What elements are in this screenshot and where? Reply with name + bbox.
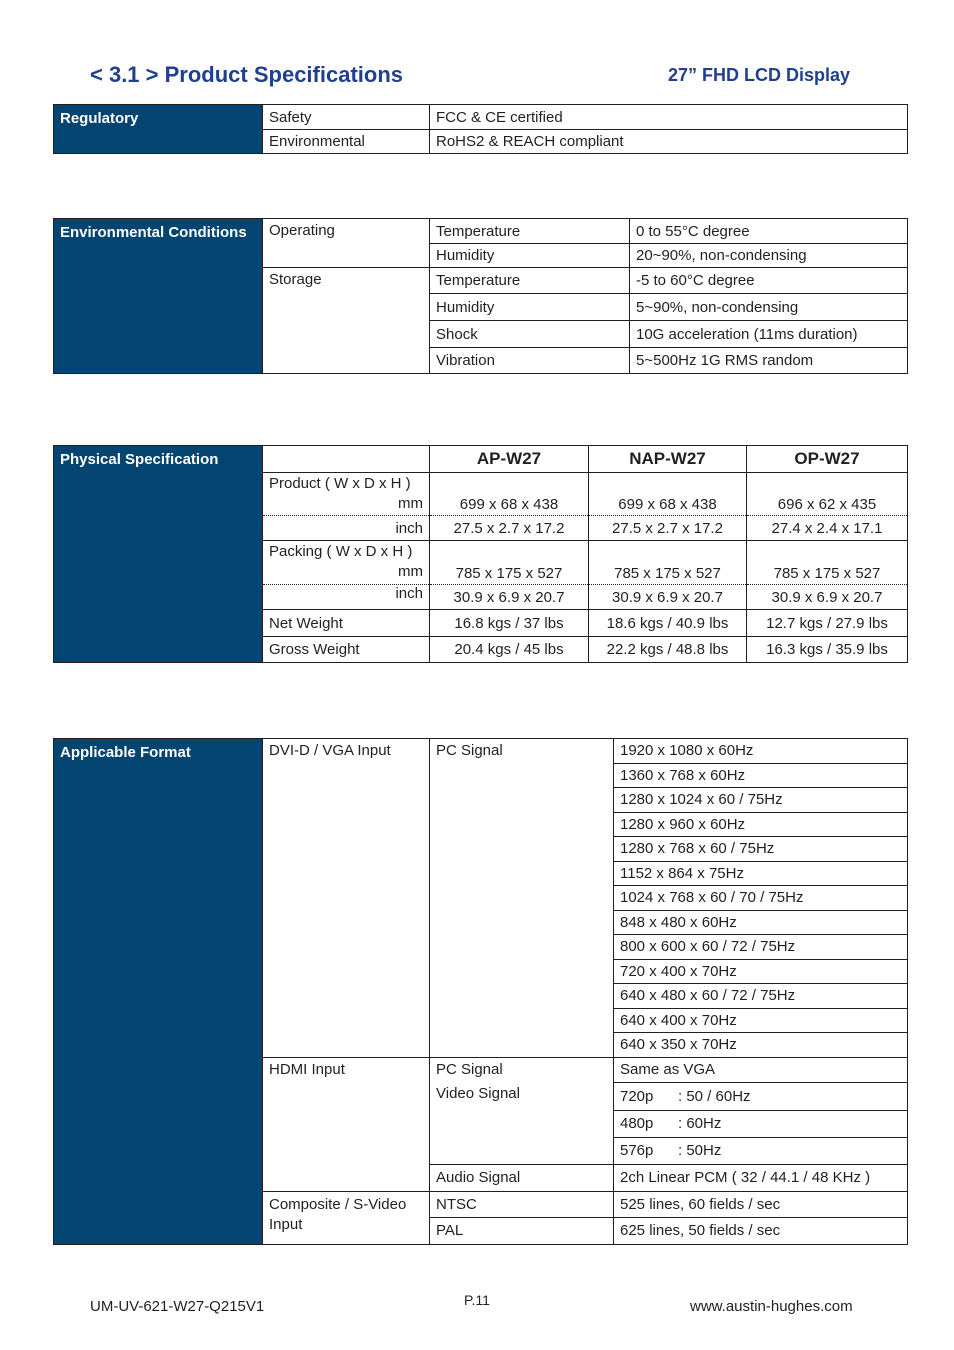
pc-mode: 1152 x 864 x 75Hz	[614, 861, 908, 886]
hdmi-input-label: HDMI Input	[263, 1057, 430, 1191]
pc-mode: 640 x 350 x 70Hz	[614, 1033, 908, 1058]
env-param: Temperature	[430, 268, 630, 294]
pal-label: PAL	[430, 1217, 614, 1244]
pc-mode: 848 x 480 x 60Hz	[614, 910, 908, 935]
product-mm-value: 699 x 68 x 438	[430, 473, 589, 516]
packing-inch-value: 30.9 x 6.9 x 20.7	[430, 585, 589, 610]
unit-mm: mm	[398, 495, 423, 512]
product-label: Product ( W x D x H )	[269, 475, 411, 492]
packing-mm-value: 785 x 175 x 527	[430, 541, 589, 585]
product-dim-label	[263, 473, 430, 516]
env-param: Vibration	[430, 348, 630, 374]
page-number: P.11	[464, 1292, 490, 1308]
env-value: 10G acceleration (11ms duration)	[630, 321, 908, 348]
regulatory-table	[53, 104, 908, 154]
composite-svideo-label: Composite / S-Video Input	[263, 1191, 430, 1244]
ntsc-value: 525 lines, 60 fields / sec	[614, 1191, 908, 1217]
pc-mode: 720 x 400 x 70Hz	[614, 959, 908, 984]
website-link[interactable]: www.austin-hughes.com	[690, 1298, 853, 1315]
pc-signal-label: PC Signal	[430, 739, 614, 1058]
gross-weight-value: 16.3 kgs / 35.9 lbs	[747, 637, 908, 663]
product-mm-value: 699 x 68 x 438	[589, 473, 747, 516]
pc-mode: 1280 x 960 x 60Hz	[614, 812, 908, 837]
regulatory-value: FCC & CE certified	[430, 105, 908, 130]
environmental-table	[53, 218, 908, 374]
unit-inch: inch	[263, 585, 430, 610]
video-res: 576p	[620, 1142, 654, 1159]
packing-inch-value: 30.9 x 6.9 x 20.7	[747, 585, 908, 610]
physical-table	[53, 445, 908, 663]
env-param: Humidity	[430, 294, 630, 321]
video-rate: : 50 / 60Hz	[678, 1087, 751, 1105]
env-value: 20~90%, non-condensing	[630, 244, 908, 268]
applicable-header: Applicable Format	[54, 739, 263, 1245]
video-mode	[614, 1082, 908, 1110]
pc-mode: 800 x 600 x 60 / 72 / 75Hz	[614, 935, 908, 960]
unit-mm: mm	[398, 563, 423, 580]
audio-signal-label: Audio Signal	[430, 1164, 614, 1191]
video-rate: : 60Hz	[678, 1115, 722, 1132]
product-inch-value: 27.4 x 2.4 x 17.1	[747, 516, 908, 541]
gross-weight-value: 22.2 kgs / 48.8 lbs	[589, 637, 747, 663]
applicable-format-table	[53, 738, 908, 1245]
hdmi-pc-signal-label: PC Signal	[430, 1057, 614, 1082]
product-inch-value: 27.5 x 2.7 x 17.2	[430, 516, 589, 541]
env-value: 0 to 55°C degree	[630, 219, 908, 244]
gross-weight-label: Gross Weight	[263, 637, 430, 663]
packing-inch-value: 30.9 x 6.9 x 20.7	[589, 585, 747, 610]
video-mode	[614, 1137, 908, 1164]
document-id: UM-UV-621-W27-Q215V1	[90, 1298, 265, 1315]
operating-label: Operating	[263, 219, 430, 268]
pc-mode: 1360 x 768 x 60Hz	[614, 763, 908, 788]
model-header: NAP-W27	[589, 446, 747, 473]
pal-value: 625 lines, 50 fields / sec	[614, 1217, 908, 1244]
product-subtitle: 27” FHD LCD Display	[668, 65, 851, 85]
dvi-vga-label: DVI-D / VGA Input	[263, 739, 430, 1058]
product-inch-value: 27.5 x 2.7 x 17.2	[589, 516, 747, 541]
storage-label: Storage	[263, 268, 430, 374]
env-value: 5~500Hz 1G RMS random	[630, 348, 908, 374]
net-weight-value: 18.6 kgs / 40.9 lbs	[589, 610, 747, 637]
model-header: OP-W27	[747, 446, 908, 473]
net-weight-value: 16.8 kgs / 37 lbs	[430, 610, 589, 637]
env-value: -5 to 60°C degree	[630, 268, 908, 294]
environmental-header: Environmental Conditions	[54, 219, 263, 374]
video-signal-label: Video Signal	[430, 1082, 614, 1164]
unit-inch: inch	[263, 516, 430, 541]
hdmi-pc-value: Same as VGA	[614, 1057, 908, 1082]
net-weight-label: Net Weight	[263, 610, 430, 637]
env-param: Temperature	[430, 219, 630, 244]
video-mode	[614, 1110, 908, 1137]
regulatory-item: Environmental	[263, 130, 430, 154]
pc-mode: 1024 x 768 x 60 / 70 / 75Hz	[614, 886, 908, 911]
page-title: < 3.1 > Product Specifications	[90, 62, 403, 87]
model-header: AP-W27	[430, 446, 589, 473]
packing-mm-value: 785 x 175 x 527	[747, 541, 908, 585]
pc-mode: 640 x 400 x 70Hz	[614, 1008, 908, 1033]
env-value: 5~90%, non-condensing	[630, 294, 908, 321]
regulatory-value: RoHS2 & REACH compliant	[430, 130, 908, 154]
pc-mode: 1920 x 1080 x 60Hz	[614, 739, 908, 764]
pc-mode: 640 x 480 x 60 / 72 / 75Hz	[614, 984, 908, 1009]
env-param: Humidity	[430, 244, 630, 268]
physical-header: Physical Specification	[54, 446, 263, 663]
video-res: 480p	[620, 1115, 654, 1132]
ntsc-label: NTSC	[430, 1191, 614, 1217]
video-rate: : 50Hz	[678, 1142, 722, 1159]
pc-mode: 1280 x 768 x 60 / 75Hz	[614, 837, 908, 862]
product-mm-value: 696 x 62 x 435	[747, 473, 908, 516]
regulatory-item: Safety	[263, 105, 430, 130]
audio-value: 2ch Linear PCM ( 32 / 44.1 / 48 KHz )	[614, 1164, 908, 1191]
pc-mode: 1280 x 1024 x 60 / 75Hz	[614, 788, 908, 813]
blank-cell	[263, 446, 430, 473]
video-res: 720p	[620, 1087, 654, 1105]
net-weight-value: 12.7 kgs / 27.9 lbs	[747, 610, 908, 637]
packing-label: Packing ( W x D x H )	[269, 543, 413, 560]
gross-weight-value: 20.4 kgs / 45 lbs	[430, 637, 589, 663]
packing-dim-label	[263, 541, 430, 585]
regulatory-header: Regulatory	[54, 105, 263, 154]
packing-mm-value: 785 x 175 x 527	[589, 541, 747, 585]
env-param: Shock	[430, 321, 630, 348]
